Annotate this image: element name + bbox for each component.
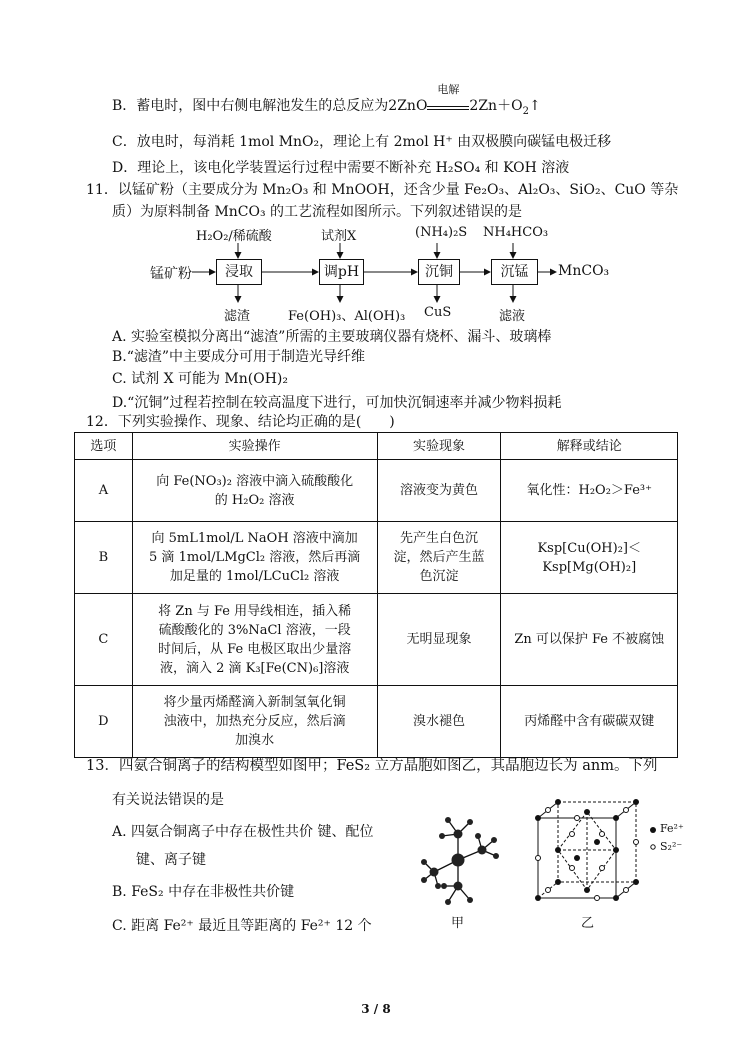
q13-option-b: B. FeS₂ 中存在非极性共价键 (112, 884, 295, 900)
row-operation: 将少量丙烯醛滴入新制氢氧化铜 浊液中，加热充分反应，然后滴 加溴水 (132, 686, 377, 758)
flow-output-2: Fe(OH)₃、Al(OH)₃ (288, 309, 406, 324)
q13-option-a-line1: A. 四氨合铜离子中存在极性共价 键、配位 (112, 824, 374, 840)
row-phenomenon: 无明显现象 (377, 594, 501, 686)
q12-stem: 12．下列实验操作、现象、结论均正确的是( ) (86, 414, 395, 430)
table-row (75, 522, 678, 594)
row-conclusion: 丙烯醛中含有碳碳双键 (501, 686, 678, 758)
flow-end: MnCO₃ (558, 263, 610, 279)
flow-step-leaching: 浸取 (216, 259, 262, 285)
figure-label-yi: 乙 (581, 916, 595, 931)
flow-output-1: 滤渣 (224, 309, 251, 324)
q13-stem-line2: 有关说法错误的是 (112, 792, 224, 808)
table-header: 实验操作 (132, 433, 377, 460)
q13-stem-line1: 13．四氨合铜离子的结构模型如图甲；FeS₂ 立方晶胞如图乙，其晶胞边长为 anm。下列 (86, 758, 658, 774)
q11-option-a: A. 实验室模拟分离出“滤渣”所需的主要玻璃仪器有烧杯、漏斗、玻璃棒 (112, 329, 552, 345)
q13-option-a-line2: 键、离子键 (136, 852, 206, 868)
flow-output-4: 滤液 (499, 309, 526, 324)
flow-reagent-3: (NH₄)₂S (415, 225, 468, 240)
row-phenomenon: 先产生白色沉 淀，然后产生蓝 色沉淀 (377, 522, 501, 594)
flow-arrows (0, 0, 752, 340)
flow-start: 锰矿粉 (150, 266, 192, 282)
q10-option-b: B．蓄电时，图中右侧电解池发生的总反应为2ZnO 电解 $2Zn+O_2↑$ (112, 83, 541, 117)
row-operation: 向 5mL1mol/L NaOH 溶液中滴加 5 滴 1mol/LMgCl₂ 溶液，然后再滴 加足量的 1mol/LCuCl₂ 溶液 (132, 522, 377, 594)
row-phenomenon: 溴水褪色 (377, 686, 501, 758)
q10-option-d: D．理论上，该电化学装置运行过程中需要不断补充 H₂SO₄ 和 KOH 溶液 (112, 160, 570, 176)
tetraammine-copper-model (418, 810, 508, 922)
table-header: 实验现象 (377, 433, 501, 460)
row-conclusion: Ksp[Cu(OH)₂]＜ Ksp[Mg(OH)₂] (501, 522, 678, 594)
flow-reagent-1: H₂O₂/稀硫酸 (196, 229, 272, 244)
row-phenomenon: 溶液变为黄色 (377, 460, 501, 522)
flow-reagent-4: NH₄HCO₃ (483, 225, 549, 240)
legend-markers (649, 825, 659, 855)
row-option: D (75, 686, 133, 758)
table-header: 解释或结论 (501, 433, 678, 460)
q11-stem-line2: 质）为原料制备 MnCO₃ 的工艺流程如图所示。下列叙述错误的是 (112, 204, 523, 220)
electrolysis-condition: 电解 (427, 97, 469, 110)
q11-option-b: B.“滤渣”中主要成分可用于制造光导纤维 (112, 349, 366, 365)
row-operation: 将 Zn 与 Fe 用导线相连，插入稀 硫酸酸化的 3%NaCl 溶液，一段 时间后，从 Fe 电极区取出少量溶 液，滴入 2 滴 K₃[Fe(CN)₆]溶液 (132, 594, 377, 686)
table-row (75, 460, 678, 522)
q10-option-c: C．放电时，每消耗 1mol MnO₂，理论上有 2mol H⁺ 由双极膜向碳锰电极迁移 (112, 134, 612, 150)
row-operation: 向 Fe(NO₃)₂ 溶液中滴入硫酸酸化 的 H₂O₂ 溶液 (132, 460, 377, 522)
fes2-unit-cell (528, 798, 646, 910)
table-row (75, 686, 678, 758)
row-option: C (75, 594, 133, 686)
q12-table (74, 432, 678, 758)
row-conclusion: 氧化性：H₂O₂＞Fe³⁺ (501, 460, 678, 522)
q11-option-d: D.“沉铜”过程若控制在较高温度下进行，可加快沉铜速率并减少物料损耗 (112, 395, 562, 411)
row-option: A (75, 460, 133, 522)
table-header: 选项 (75, 433, 133, 460)
row-conclusion: Zn 可以保护 Fe 不被腐蚀 (501, 594, 678, 686)
flow-step-precip-cu: 沉铜 (418, 259, 460, 285)
q13-option-c: C. 距离 Fe²⁺ 最近且等距离的 Fe²⁺ 12 个 (112, 918, 372, 934)
table-header-row (75, 433, 678, 460)
page-number: 3 / 8 (361, 1002, 391, 1016)
row-option: B (75, 522, 133, 594)
flow-step-adjust-ph: 调pH (319, 259, 364, 285)
q11-stem-line1: 11．以锰矿粉（主要成分为 Mn₂O₃ 和 MnOOH，还含少量 Fe₂O₃、Al₂O₃、SiO₂、CuO 等杂 (86, 182, 679, 198)
flow-reagent-2: 试剂X (321, 229, 357, 244)
figure-label-jia: 甲 (451, 916, 465, 931)
legend-fe: Fe²⁺ (660, 822, 684, 835)
flow-step-precip-mn: 沉锰 (491, 259, 538, 285)
legend-s2: S₂²⁻ (660, 840, 683, 853)
table-row (75, 594, 678, 686)
q11-option-c: C. 试剂 X 可能为 Mn(OH)₂ (112, 371, 289, 387)
flow-output-3: CuS (424, 305, 452, 320)
